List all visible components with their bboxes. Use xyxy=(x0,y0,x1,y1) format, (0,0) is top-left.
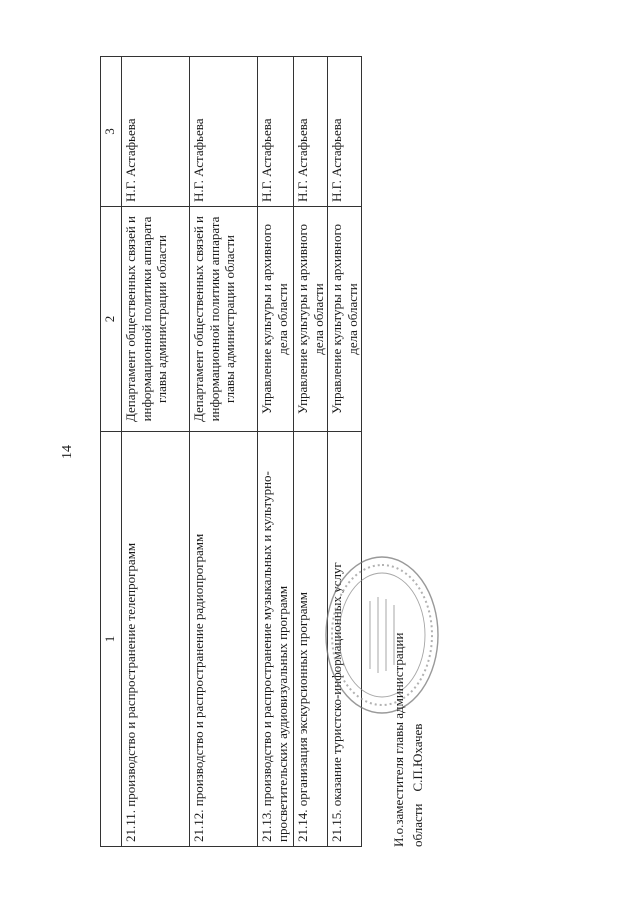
table-row xyxy=(328,57,362,847)
service-cell: 21.15. оказание туристско-информационных услуг xyxy=(328,432,362,847)
page-number: 14 xyxy=(60,445,75,459)
department-cell: Департамент общественных связей и информационной политики аппарата главы администрации области xyxy=(122,207,190,432)
column-header: 3 xyxy=(101,57,122,207)
table-header-row xyxy=(101,57,122,847)
column-header: 2 xyxy=(101,207,122,432)
table-row xyxy=(258,57,294,847)
person-cell: Н.Г. Астафьева xyxy=(328,57,362,207)
department-cell: Управление культуры и архивного дела области xyxy=(328,207,362,432)
signer-line xyxy=(409,633,428,847)
service-cell: 21.11. производство и распространение телепрограмм xyxy=(122,432,190,847)
table-row xyxy=(122,57,190,847)
signer-region: области xyxy=(409,803,425,847)
service-cell: 21.14. организация экскурсионных программ xyxy=(294,432,328,847)
service-cell: 21.13. производство и распространение музыкальных и культурно-просветительских аудиовизуальных программ xyxy=(258,432,294,847)
column-header: 1 xyxy=(101,432,122,847)
person-cell: Н.Г. Астафьева xyxy=(294,57,328,207)
signer-title: И.о.заместителя главы администрации xyxy=(391,632,406,847)
rotated-page xyxy=(40,27,600,877)
department-cell: Департамент общественных связей и информационной политики аппарата главы администрации области xyxy=(190,207,258,432)
table-row xyxy=(294,57,328,847)
services-table xyxy=(100,56,362,847)
person-cell: Н.Г. Астафьева xyxy=(258,57,294,207)
service-cell: 21.12. производство и распространение радиопрограмм xyxy=(190,432,258,847)
signature-block xyxy=(390,633,428,847)
department-cell: Управление культуры и архивного дела области xyxy=(258,207,294,432)
table-row xyxy=(190,57,258,847)
person-cell: Н.Г. Астафьева xyxy=(122,57,190,207)
person-cell: Н.Г. Астафьева xyxy=(190,57,258,207)
department-cell: Управление культуры и архивного дела области xyxy=(294,207,328,432)
signer-name: С.П.Юхачев xyxy=(409,723,425,792)
